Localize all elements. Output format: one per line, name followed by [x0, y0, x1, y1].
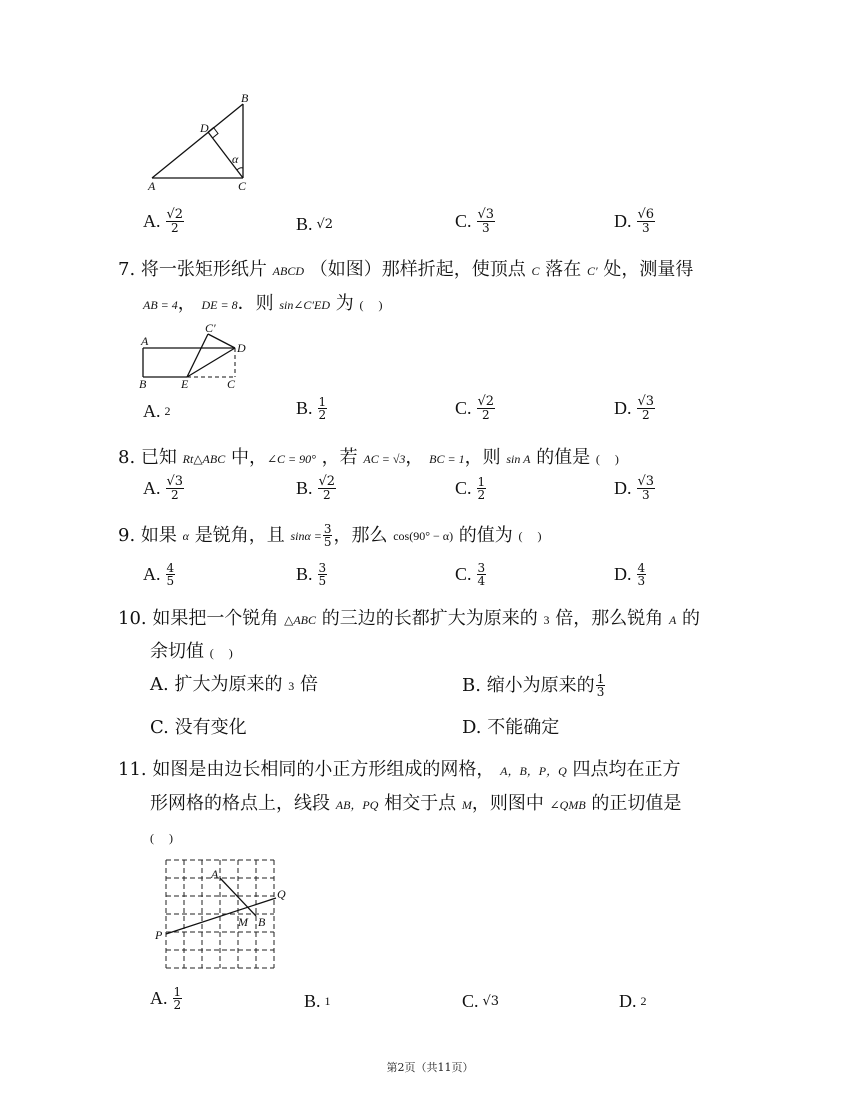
q11-option-a[interactable]: A. $\frac{1}{2}$	[150, 985, 182, 1012]
q11-label-p: P	[155, 928, 163, 942]
q7-stem-line1: 7. 将一张矩形纸片 ABCD （如图）那样折起，使顶点 C 落在 C′ 处，测量得	[118, 259, 694, 280]
q6-option-c[interactable]: C. $\frac{√3}{3}$	[455, 207, 495, 235]
q10-option-b[interactable]: B. 缩小为原来的 $\frac{1}{3}$	[462, 672, 605, 699]
q9-stem: 9. 如果 α 是锐角，且 sinα = $\frac{3}{5}$ ，那么 cos(90° − α) 的值为 ( )	[118, 522, 542, 549]
q11-stem-line2: 形网格的格点上，线段 AB，PQ 相交于点 M，则图中 ∠QMB 的正切值是	[150, 793, 682, 814]
q9-option-c[interactable]: C. $\frac{3}{4}$	[455, 561, 486, 588]
q11-label-b: B	[258, 915, 266, 929]
q7-label-d: D	[237, 341, 246, 355]
q7-option-c[interactable]: C. $\frac{√2}{2}$	[455, 394, 495, 422]
q7-label-b: B	[139, 377, 147, 390]
q9-option-b[interactable]: B. $\frac{3}{5}$	[296, 561, 327, 588]
q11-stem-line3: ( )	[150, 831, 173, 845]
q11-option-b[interactable]: B. 1	[304, 991, 331, 1011]
q11-option-d[interactable]: D. 2	[619, 991, 647, 1011]
q6-option-a[interactable]: A. $\frac{√2}{2}$	[143, 207, 184, 235]
q6-label-a: A	[148, 179, 156, 193]
q11-grid-figure	[150, 852, 290, 977]
q11-stem-line1: 11. 如图是由边长相同的小正方形组成的网格， A，B，P，Q 四点均在正方	[118, 759, 681, 780]
q7-option-b[interactable]: B. $\frac{1}{2}$	[296, 395, 327, 422]
q8-option-c[interactable]: C. $\frac{1}{2}$	[455, 475, 486, 502]
q11-option-c[interactable]: C. √3	[462, 991, 500, 1011]
q8-stem: 8. 已知 Rt△ABC 中，∠C = 90° ，若 AC = √3， BC = 1，则 sin A 的值是 ( )	[118, 447, 619, 468]
q10-option-d[interactable]: D. 不能确定	[462, 717, 560, 738]
q10-stem-line2: 余切值 ( )	[150, 641, 233, 662]
q7-label-e: E	[181, 377, 189, 390]
q6-label-c: C	[238, 179, 247, 193]
q6-label-b: B	[241, 91, 249, 105]
q8-option-a[interactable]: A. $\frac{√3}{2}$	[143, 474, 184, 502]
q6-triangle-figure	[140, 90, 260, 195]
q7-label-c-prime: C′	[205, 321, 216, 335]
q7-option-a[interactable]: A. 2	[143, 401, 171, 421]
q11-label-q: Q	[277, 887, 286, 901]
q7-option-d[interactable]: D. $\frac{√3}{2}$	[614, 394, 655, 422]
q11-label-a: A	[211, 867, 219, 881]
q7-fold-figure	[135, 320, 255, 390]
q9-option-a[interactable]: A. $\frac{4}{5}$	[143, 561, 175, 588]
q10-stem-line1: 10. 如果把一个锐角 △ABC 的三边的长都扩大为原来的 3 倍，那么锐角 A 的	[118, 608, 701, 629]
q7-label-a: A	[141, 334, 149, 348]
q6-label-alpha: α	[232, 152, 239, 166]
q8-option-b[interactable]: B. $\frac{√2}{2}$	[296, 474, 336, 502]
q10-option-c[interactable]: C. 没有变化	[150, 717, 247, 738]
q7-label-c: C	[227, 377, 236, 390]
page-footer: 第2页（共11页）	[386, 1061, 474, 1074]
q7-stem-line2: AB = 4， DE = 8．则 sin∠C′ED 为 ( )	[143, 293, 383, 314]
q6-option-b[interactable]: B. √2	[296, 214, 334, 234]
q6-label-d: D	[200, 121, 209, 135]
q10-option-a[interactable]: A. 扩大为原来的 3 倍	[150, 674, 318, 695]
q6-option-d[interactable]: D. $\frac{√6}{3}$	[614, 207, 655, 235]
q9-option-d[interactable]: D. $\frac{4}{3}$	[614, 561, 646, 588]
q8-option-d[interactable]: D. $\frac{√3}{3}$	[614, 474, 655, 502]
q11-label-m: M	[238, 915, 248, 929]
